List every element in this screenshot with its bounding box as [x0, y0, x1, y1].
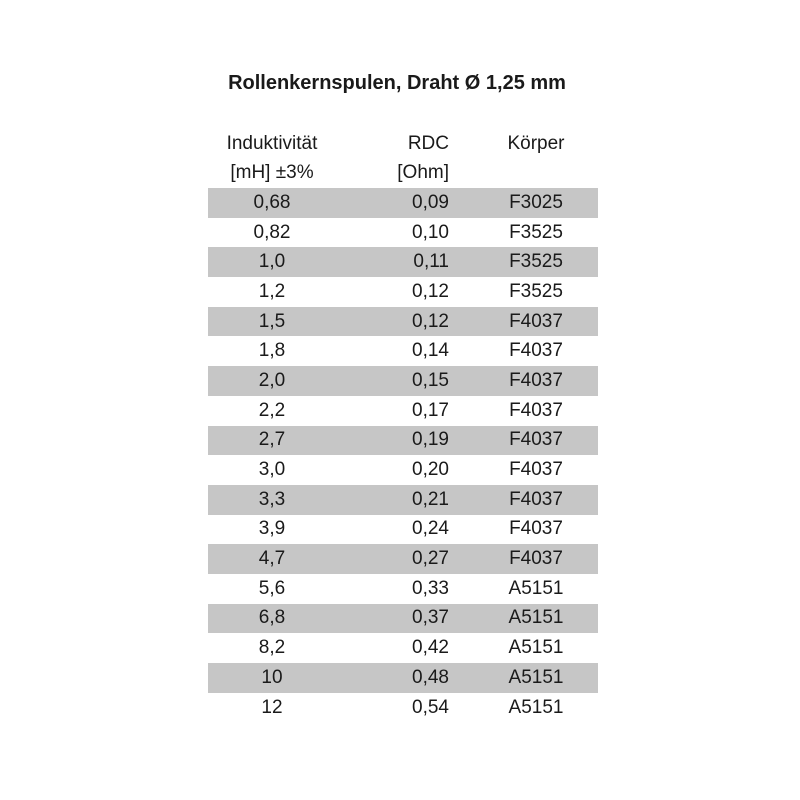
- cell-rdc: 0,27: [412, 548, 449, 570]
- cell-inductance: 3,9: [258, 518, 286, 540]
- cell-inductance: 2,0: [258, 369, 286, 391]
- cell-inductance: 1,0: [258, 251, 286, 273]
- table-row: [208, 633, 598, 663]
- table-row: [208, 455, 598, 485]
- table-row: [208, 218, 598, 248]
- header-rdc: RDC: [407, 132, 449, 154]
- cell-rdc: 0,12: [412, 280, 449, 302]
- header-body-unit: [476, 159, 596, 189]
- header-rdc-unit: [Ohm]: [397, 162, 449, 184]
- cell-body: A5151: [508, 577, 564, 599]
- cell-body: F3525: [509, 280, 563, 302]
- cell-body: A5151: [508, 696, 564, 718]
- table-row: [208, 277, 598, 307]
- cell-rdc: 0,37: [412, 607, 449, 629]
- cell-body: F3525: [509, 221, 563, 243]
- cell-rdc: 0,21: [412, 488, 449, 510]
- cell-rdc: 0,14: [412, 340, 449, 362]
- cell-rdc: 0,33: [412, 577, 449, 599]
- table-row: [208, 485, 598, 515]
- cell-body: F4037: [509, 429, 563, 451]
- cell-body: F4037: [509, 459, 563, 481]
- table-row: [208, 247, 598, 277]
- cell-inductance: 3,0: [258, 459, 286, 481]
- cell-inductance: 4,7: [258, 548, 286, 570]
- cell-body: F3525: [509, 251, 563, 273]
- header-inductance: Induktivität: [226, 132, 318, 154]
- table-row: [208, 604, 598, 634]
- table-row: [208, 515, 598, 545]
- cell-inductance: 0,82: [253, 221, 291, 243]
- table-row: [208, 188, 598, 218]
- cell-rdc: 0,17: [412, 399, 449, 421]
- cell-rdc: 0,24: [412, 518, 449, 540]
- table-row: [208, 544, 598, 574]
- cell-inductance: 12: [261, 696, 283, 718]
- cell-inductance: 10: [261, 666, 283, 688]
- cell-body: A5151: [508, 666, 564, 688]
- cell-inductance: 0,68: [253, 191, 291, 213]
- cell-rdc: 0,42: [412, 637, 449, 659]
- cell-rdc: 0,09: [412, 191, 449, 213]
- cell-body: F4037: [509, 518, 563, 540]
- table-row: [208, 366, 598, 396]
- header-body: Körper: [507, 132, 565, 154]
- cell-inductance: 1,2: [258, 280, 286, 302]
- cell-rdc: 0,48: [412, 666, 449, 688]
- cell-inductance: 8,2: [258, 637, 286, 659]
- cell-body: F4037: [509, 488, 563, 510]
- table-row: [208, 336, 598, 366]
- table-row: [208, 693, 598, 723]
- header-inductance-unit: [mH] ±3%: [230, 162, 314, 184]
- cell-body: F4037: [509, 369, 563, 391]
- cell-body: F4037: [509, 310, 563, 332]
- cell-body: A5151: [508, 637, 564, 659]
- cell-inductance: 5,6: [258, 577, 286, 599]
- cell-rdc: 0,10: [412, 221, 449, 243]
- table-row: [208, 426, 598, 456]
- table-row: [208, 307, 598, 337]
- cell-inductance: 3,3: [258, 488, 286, 510]
- cell-inductance: 2,2: [258, 399, 286, 421]
- table-row: [208, 396, 598, 426]
- cell-body: F4037: [509, 548, 563, 570]
- cell-body: F4037: [509, 340, 563, 362]
- cell-inductance: 6,8: [258, 607, 286, 629]
- cell-inductance: 1,5: [258, 310, 286, 332]
- cell-inductance: 1,8: [258, 340, 286, 362]
- inductor-table: [208, 129, 598, 722]
- table-body: [208, 188, 598, 722]
- cell-inductance: 2,7: [258, 429, 286, 451]
- table-header-row-2: [208, 159, 598, 189]
- cell-body: F4037: [509, 399, 563, 421]
- cell-rdc: 0,19: [412, 429, 449, 451]
- table-header-row-1: [208, 129, 598, 159]
- cell-rdc: 0,15: [412, 369, 449, 391]
- cell-body: F3025: [509, 191, 563, 213]
- page-title: Rollenkernspulen, Draht Ø 1,25 mm: [228, 72, 566, 94]
- cell-rdc: 0,11: [413, 251, 449, 273]
- table-row: [208, 574, 598, 604]
- cell-rdc: 0,20: [412, 459, 449, 481]
- cell-rdc: 0,12: [412, 310, 449, 332]
- cell-rdc: 0,54: [412, 696, 449, 718]
- cell-body: A5151: [508, 607, 564, 629]
- table-row: [208, 663, 598, 693]
